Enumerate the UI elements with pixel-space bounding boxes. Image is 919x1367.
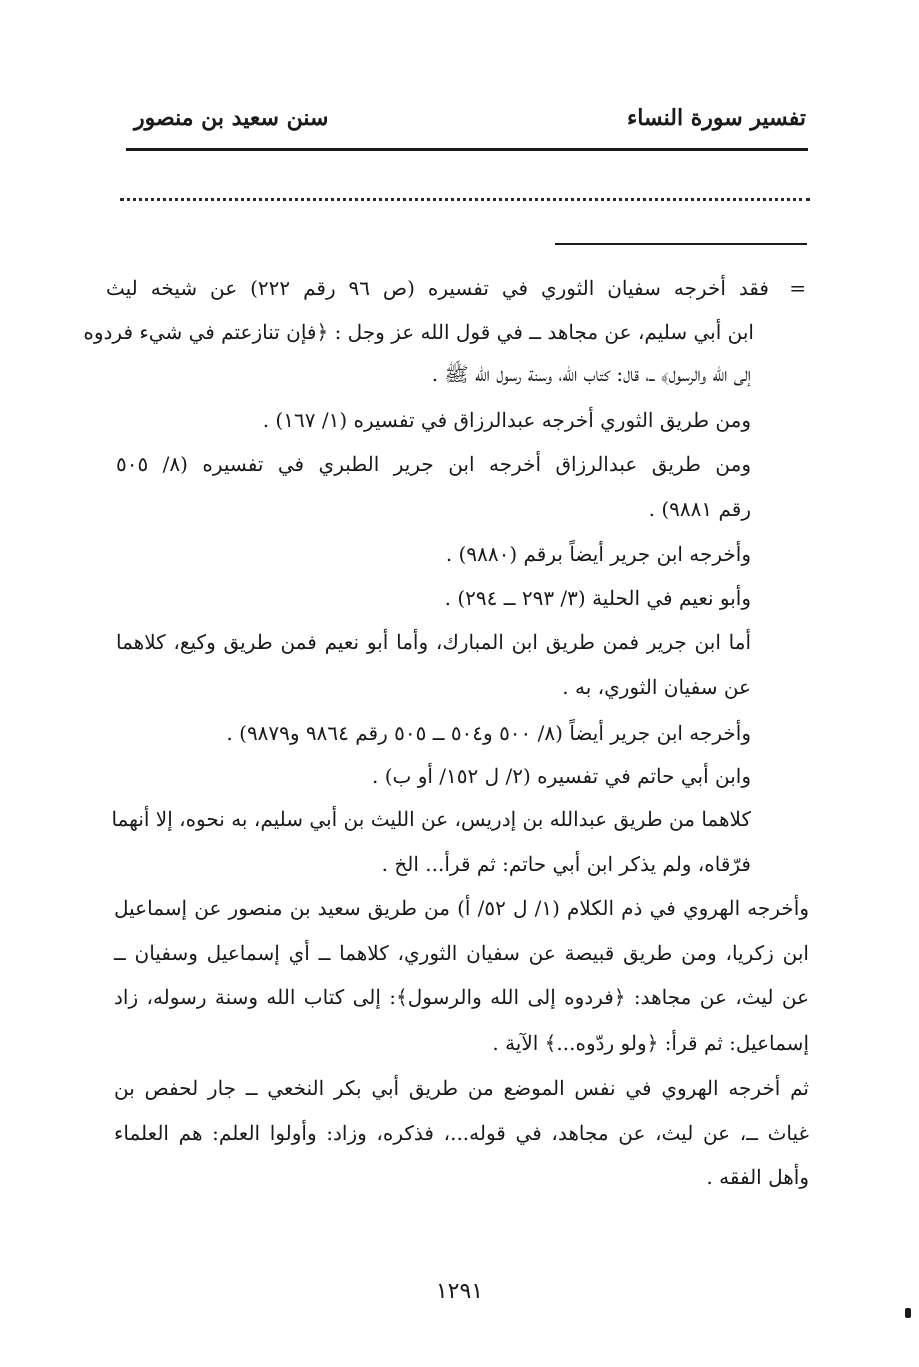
footnote-separator bbox=[555, 243, 807, 245]
book-title: سنن سعيد بن منصور bbox=[134, 105, 329, 131]
footnote-line: ثم أخرجه الهروي في نفس الموضع من طريق أبي بكر النخعي ــ جار لحفص بن bbox=[114, 1076, 809, 1100]
footnote-line: إلى الله والرسول﴾ ــ، قال: كتاب الله، وسنة رسول الله ﷺ . bbox=[431, 362, 751, 386]
footnote-line: إسماعيل: ثم قرأ: ﴿ولو ردّوه...﴾ الآية . bbox=[492, 1031, 809, 1055]
page-number: ١٢٩١ bbox=[435, 1279, 484, 1304]
footnote-line: وأخرجه ابن جرير أيضاً برقم (٩٨٨٠) . bbox=[445, 542, 751, 566]
omitted-text-dots bbox=[120, 198, 810, 201]
header-divider bbox=[126, 148, 808, 151]
footnote-line: عن ليث، عن مجاهد: ﴿فردوه إلى الله والرسول﴾: إلى كتاب الله وسنة رسوله، زاد bbox=[114, 985, 809, 1009]
footnote-line: ومن طريق الثوري أخرجه عبدالرزاق في تفسيره (١/ ١٦٧) . bbox=[262, 408, 751, 432]
footnote-line: ابن أبي سليم، عن مجاهد ــ في قول الله عز وجل : ﴿فإن تنازعتم في شيء فردوه bbox=[83, 320, 754, 344]
footnote-line: وأخرجه الهروي في ذم الكلام (١/ ل ٥٢/ أ) من طريق سعيد بن منصور عن إسماعيل bbox=[114, 896, 809, 920]
footnote-line: ابن زكريا، ومن طريق قبيصة عن سفيان الثوري، كلاهما ــ أي إسماعيل وسفيان ــ bbox=[114, 941, 809, 965]
footnote-line: أما ابن جرير فمن طريق ابن المبارك، وأما أبو نعيم فمن طريق وكيع، كلاهما bbox=[116, 630, 751, 654]
footnote-line: وأهل الفقه . bbox=[706, 1165, 809, 1189]
footnote-line: ومن طريق عبدالرزاق أخرجه ابن جرير الطبري في تفسيره (٨/ ٥٠٥ bbox=[116, 452, 751, 476]
footnote-line: فقد أخرجه سفيان الثوري في تفسيره (ص ٩٦ رقم ٢٢٢) عن شيخه ليث bbox=[106, 276, 769, 300]
footnote-line: وأبو نعيم في الحلية (٣/ ٢٩٣ ــ ٢٩٤) . bbox=[444, 586, 751, 610]
footnote-line: كلاهما من طريق عبدالله بن إدريس، عن الليث بن أبي سليم، به نحوه، إلا أنهما bbox=[111, 807, 751, 831]
footnote-line: فرّقاه، ولم يذكر ابن أبي حاتم: ثم قرأ... الخ . bbox=[381, 852, 751, 876]
footnote-line: غياث ــ، عن ليث، عن مجاهد، في قوله...، فذكره، وزاد: وأولوا العلم: هم العلماء bbox=[114, 1121, 810, 1145]
scan-artifact bbox=[905, 1308, 911, 1318]
footnote-continuation-mark: = bbox=[789, 276, 806, 300]
footnote-line: وأخرجه ابن جرير أيضاً (٨/ ٥٠٠ و٥٠٤ ــ ٥٠٥ رقم ٩٨٦٤ و٩٨٧٩) . bbox=[226, 721, 751, 745]
footnote-line: وابن أبي حاتم في تفسيره (٢/ ل ١٥٢/ أو ب) . bbox=[371, 764, 751, 788]
footnote-line: رقم ٩٨٨١) . bbox=[648, 497, 751, 521]
chapter-title: تفسير سورة النساء bbox=[626, 105, 806, 131]
footnote-line: عن سفيان الثوري، به . bbox=[562, 675, 751, 699]
